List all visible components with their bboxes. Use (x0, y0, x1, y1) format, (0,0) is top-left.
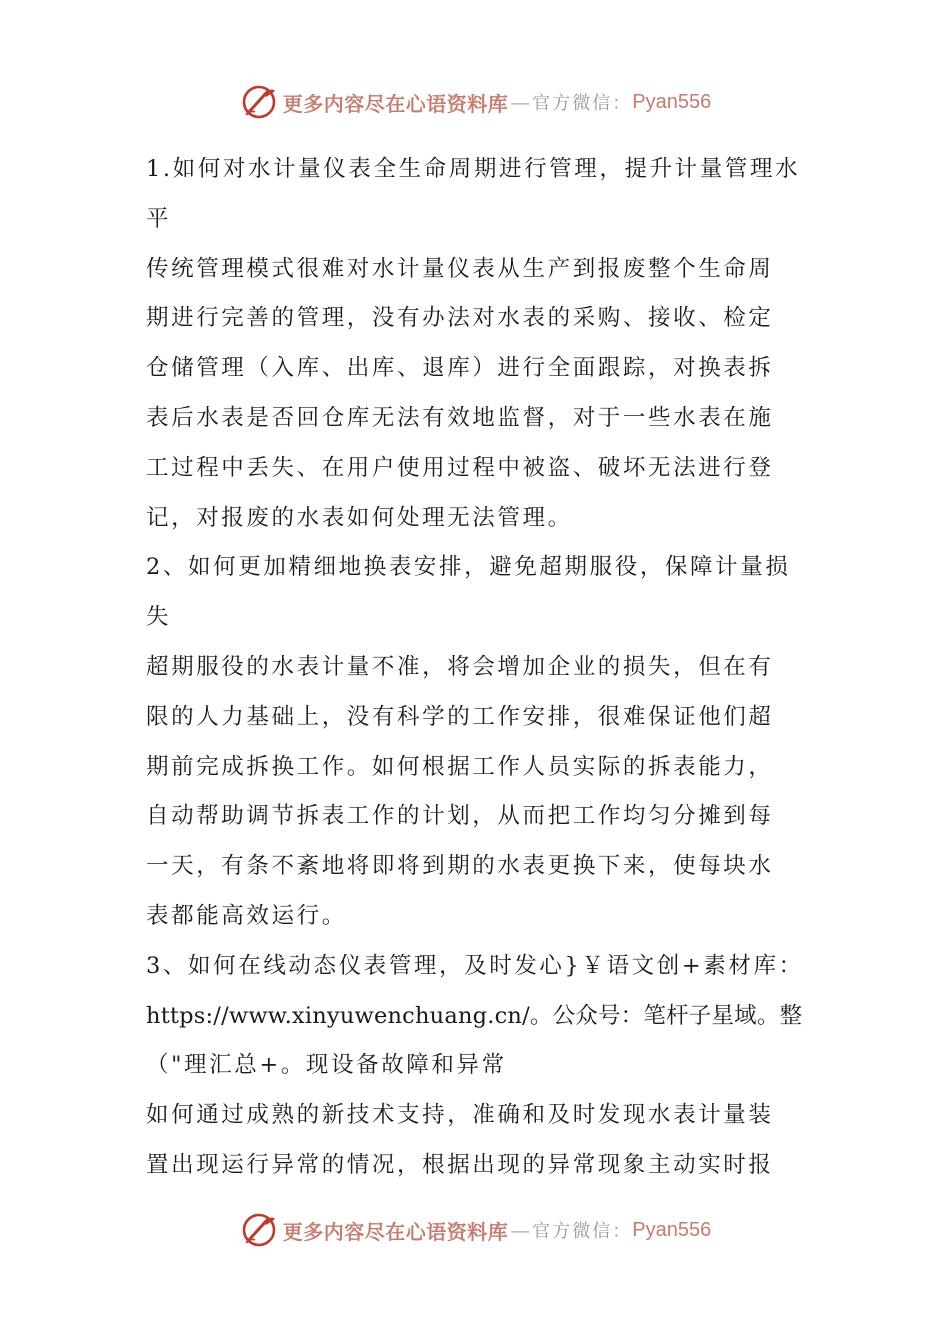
text-line-18: https://www.xinyuwenchuang.cn/。公众号：笔杆子星域。整 (146, 1002, 803, 1029)
header-wechat-id: Pyan556 (632, 90, 712, 113)
header-brand-text: 更多内容尽在心语资料库 (282, 91, 509, 116)
text-line-14: 自动帮助调节拆表工作的计划，从而把工作均匀分摊到每 (146, 803, 774, 830)
footer-separator: — (510, 1218, 531, 1242)
text-line-17: 3、如何在线动态仪表管理，及时发心}￥语文创+素材库： (146, 952, 804, 979)
footer-brand-text: 更多内容尽在心语资料库 (282, 1219, 509, 1244)
text-line-9: 2、如何更加精细地换表安排，避免超期服役，保障计量损 (146, 554, 791, 581)
text-line-4: 期进行完善的管理，没有办法对水表的采购、接收、检定 (146, 305, 774, 332)
header-official-label: 官方微信： (532, 93, 633, 114)
footer-watermark-banner (0, 1208, 950, 1252)
footer-wechat-id: Pyan556 (632, 1218, 712, 1241)
pen-logo-icon (239, 82, 279, 122)
text-line-6: 表后水表是否回仓库无法有效地监督，对于一些水表在施 (146, 404, 774, 431)
text-line-19: （"理汇总+。现设备故障和异常 (146, 1052, 507, 1079)
document-body (146, 145, 808, 1191)
text-line-13: 期前完成拆换工作。如何根据工作人员实际的拆表能力， (146, 753, 774, 780)
text-line-8: 记，对报废的水表如何处理无法管理。 (146, 504, 573, 531)
text-line-2: 平 (146, 205, 172, 232)
pen-logo-icon (239, 1210, 279, 1250)
header-watermark-banner (0, 80, 950, 124)
text-line-7: 工过程中丢失、在用户使用过程中被盗、破坏无法进行登 (146, 454, 774, 481)
text-line-12: 限的人力基础上，没有科学的工作安排，很难保证他们超 (146, 703, 774, 730)
text-line-20: 如何通过成熟的新技术支持，准确和及时发现水表计量装 (146, 1102, 774, 1129)
text-line-21: 置出现运行异常的情况，根据出现的异常现象主动实时报 (146, 1151, 774, 1178)
text-line-3: 传统管理模式很难对水计量仪表从生产到报废整个生命周 (146, 255, 774, 282)
header-separator: — (510, 90, 531, 114)
text-line-5: 仓储管理（入库、出库、退库）进行全面跟踪，对换表拆 (146, 355, 774, 382)
footer-official-label: 官方微信： (532, 1221, 633, 1242)
text-line-15: 一天，有条不紊地将即将到期的水表更换下来，使每块水 (146, 853, 774, 880)
text-line-11: 超期服役的水表计量不准，将会增加企业的损失，但在有 (146, 653, 774, 680)
text-line-16: 表都能高效运行。 (146, 902, 347, 929)
text-line-1: 1.如何对水计量仪表全生命周期进行管理，提升计量管理水 (146, 156, 801, 182)
text-line-10: 失 (146, 604, 172, 631)
